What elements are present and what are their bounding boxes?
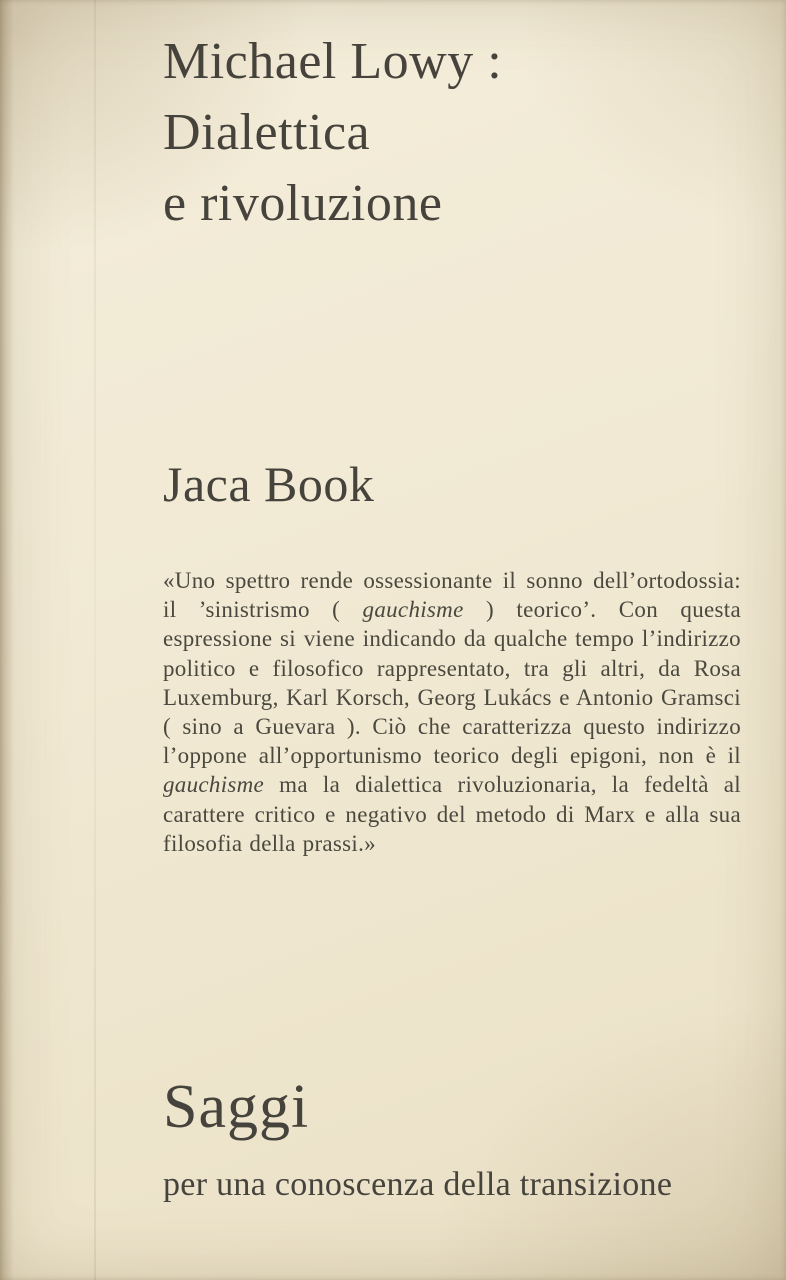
series-subtitle: per una conoscenza della transizione	[163, 1166, 673, 1203]
left-edge-shadow	[0, 0, 14, 1280]
title-line-1: Dialettica	[163, 104, 371, 161]
paper-crease	[94, 0, 96, 1280]
title-line-author: Michael Lowy :	[163, 33, 503, 90]
series-name: Saggi	[163, 1073, 310, 1141]
title-line-2: e rivoluzione	[163, 175, 443, 232]
quote-text-3: ma la dialettica rivoluzionaria, la fedeltà al carattere critico e negativo del metodo di Marx e alla sua filosofia della prassi.»	[163, 772, 741, 856]
quote-italic-2: gauchisme	[163, 772, 265, 798]
back-cover-quote	[163, 566, 741, 858]
quote-italic-1: gauchisme	[362, 597, 464, 623]
quote-text-2: ) teorico’. Con questa espressione si viene indicando da qualche tempo l’indirizzo politico e filosofico rappresentato, tra gli altri, da Rosa Luxemburg, Karl Korsch, Georg Lukács e Antonio Gramsci ( sino a Guevara ). Ciò che caratterizza questo indirizzo l’oppone all’opportunismo teorico degli epigoni, non è il	[163, 597, 741, 769]
book-title	[163, 26, 502, 239]
publisher-name: Jaca Book	[163, 456, 375, 512]
quote-text-1: «Uno spettro rende ossessionante il sonno dell’ortodossia: il ’sinistrismo (	[163, 568, 741, 623]
